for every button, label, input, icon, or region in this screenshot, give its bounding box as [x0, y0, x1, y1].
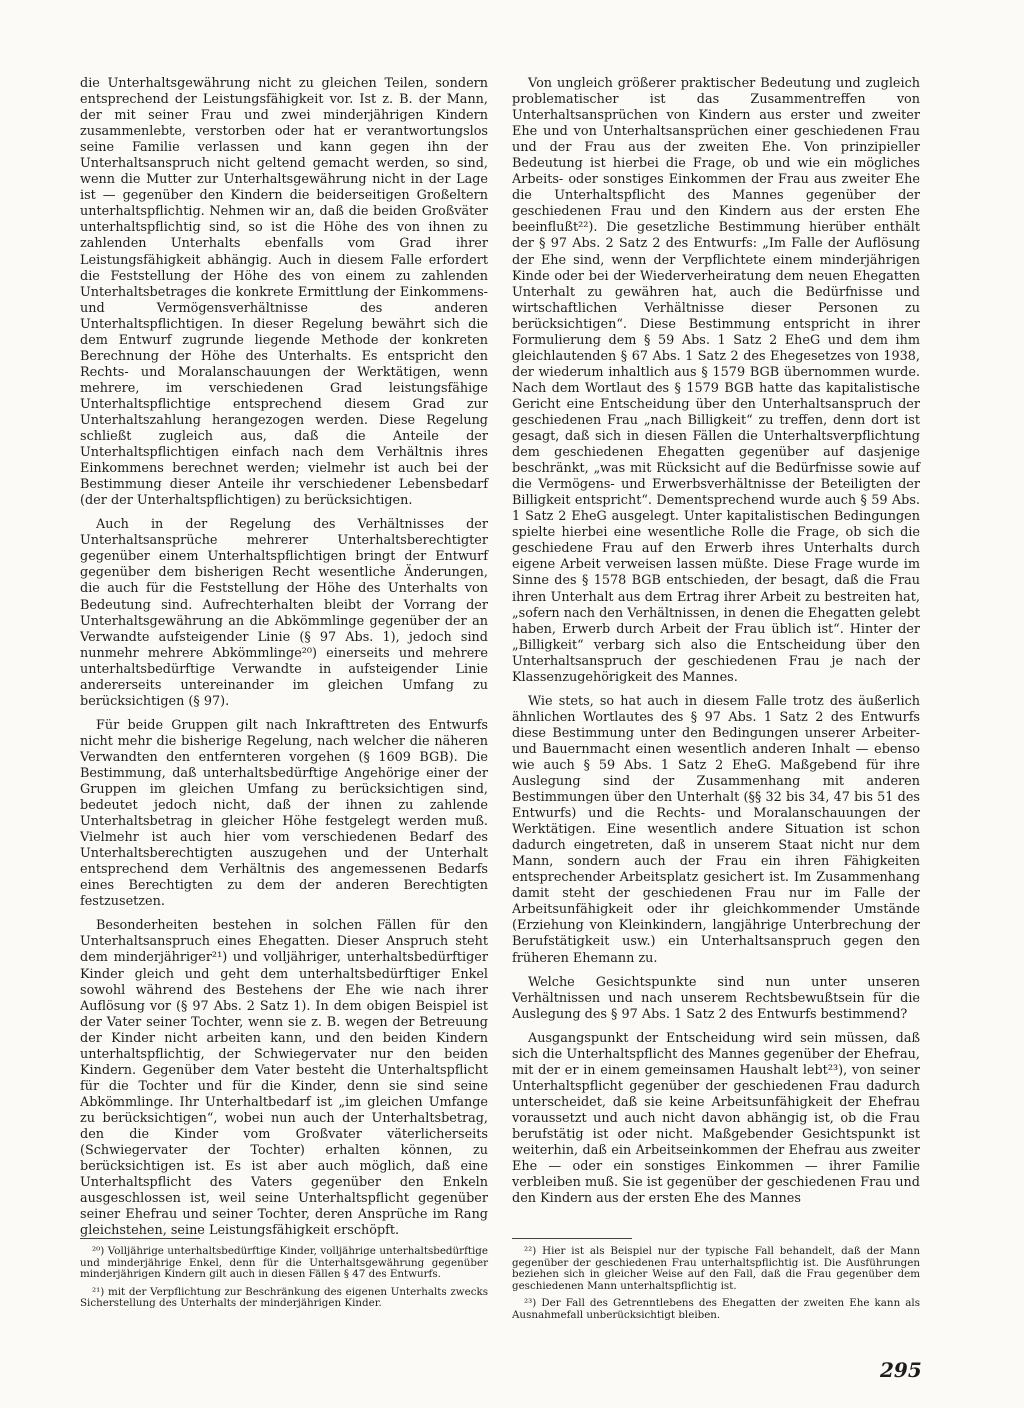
footnote-divider	[80, 1238, 200, 1239]
right-column	[512, 76, 920, 1215]
body-paragraph: die Unterhaltsgewährung nicht zu gleichen Teilen, sondern entsprechend der Leistungsfähigkeit vor. Ist z. B. der Mann, der mit seiner Frau und zwei minderjährigen Kindern zusammenlebte, verstorben oder hat er verantwortungslos seine Familie verlassen und kann gegen ihn der Unterhaltsanspruch nicht geltend gemacht werden, so sind, wenn die Mutter zur Unterhaltsgewährung nicht in der Lage ist — gegenüber den Kindern die beiderseitigen Großeltern unterhaltspflichtig. Nehmen wir an, daß die beiden Großväter unterhaltspflichtig sind, so ist die Höhe des von ihnen zu zahlenden Unterhalts ebenfalls vom Grad ihrer Leistungsfähigkeit abhängig. Auch in diesem Falle erfordert die Feststellung der Höhe des von einem zu zahlenden Unterhaltsbetrages die konkrete Ermittlung der Einkommens- und Vermögensverhältnisse des anderen Unterhaltspflichtigen. In dieser Regelung bewährt sich die dem Entwurf zugrunde liegende Methode der konkreten Berechnung der Höhe des Unterhalts. Es entspricht den Rechts- und Moralanschauungen der Werktätigen, wenn mehrere, im verschiedenen Grad leistungsfähige Unterhaltspflichtige entsprechend diesem Grad zur Unterhaltszahlung herangezogen werden. Diese Regelung schließt zugleich aus, daß die Anteile der Unterhaltspflichtigen einfach nach dem Verhältnis ihres Einkommens berechnet werden; vielmehr ist auch bei der Bestimmung dieser Anteile ihr verschiedener Lebensbedarf (der der Unterhaltspflichtigen) zu berücksichtigen.	[80, 76, 488, 509]
body-paragraph: Auch in der Regelung des Verhältnisses der Unterhaltsansprüche mehrerer Unterhaltsberechtigter gegenüber einem Unterhaltspflichtigen bringt der Entwurf gegenüber dem bisherigen Recht wesentliche Änderungen, die auch für die Feststellung der Höhe des Unterhalts von Bedeutung sind. Aufrechterhalten bleibt der Vorrang der Unterhaltsgewährung an die Abkömmlinge gegenüber der an Verwandte aufsteigender Linie (§ 97 Abs. 1), jedoch sind nunmehr mehrere Abkömmlinge²⁰) einerseits und mehrere unterhaltsbedürftige Verwandte in aufsteigender Linie andererseits untereinander im gleichen Umfang zu berücksichtigen (§ 97).	[80, 517, 488, 709]
footnote: ²²) Hier ist als Beispiel nur der typische Fall behandelt, daß der Mann gegenüber der geschiedenen Frau unterhaltspflichtig ist. Die Ausführungen beziehen sich in gleicher Weise auf den Fall, daß die Frau gegenüber dem geschiedenen Mann unterhaltspflichtig ist.	[512, 1245, 920, 1292]
footnote: ²³) Der Fall des Getrenntlebens des Ehegatten der zweiten Ehe kann als Ausnahmefall unberücksichtigt bleiben.	[512, 1297, 920, 1321]
body-paragraph: Besonderheiten bestehen in solchen Fällen für den Unterhaltsanspruch eines Ehegatten. Dieser Anspruch steht dem minderjähriger²¹) und volljähriger, unterhaltsbedürftiger Kinder gleich und geht dem unterhaltsbedürftiger Enkel sowohl während des Bestehens der Ehe wie nach ihrer Auflösung vor (§ 97 Abs. 2 Satz 1). In dem obigen Beispiel ist der Vater seiner Tochter, wenn sie z. B. wegen der Betreuung der Kinder nicht arbeiten kann, und den beiden Kindern unterhaltspflichtig, der Schwiegervater nur den beiden Kindern. Gegenüber dem Vater besteht die Unterhaltspflicht für die Tochter und für die Kinder, denn sie sind seine Abkömmlinge. Ihr Unterhaltbedarf ist „im gleichen Umfange zu berücksichtigen“, wobei nun auch der Unterhaltsbetrag, den die Kinder vom Großvater väterlicherseits (Schwiegervater der Tochter) erhalten können, zu berücksichtigen ist. Es ist aber auch möglich, daß eine Unterhaltspflicht des Vaters gegenüber den Enkeln ausgeschlossen ist, weil seine Unterhaltspflicht gegenüber seiner Ehefrau und seiner Tochter, deren Ansprüche im Rang gleichstehen, seine Leistungsfähigkeit erschöpft.	[80, 918, 488, 1239]
footnote: ²¹) mit der Verpflichtung zur Beschränkung des eigenen Unterhalts zwecks Sicherstellung des Unterhalts der minderjährigen Kinder.	[80, 1285, 488, 1310]
footnotes-right	[512, 1246, 920, 1328]
footnote: ²⁰) Volljährige unterhaltsbedürftige Kinder, volljährige unterhaltsbedürftige und minderjährige Enkel, denn für die Unterhaltsgewährung gegenüber minderjährigen Kindern gilt auch in diesen Fällen § 47 des Entwurfs.	[80, 1245, 488, 1281]
footnote-divider	[512, 1238, 632, 1239]
body-paragraph: Ausgangspunkt der Entscheidung wird sein müssen, daß sich die Unterhaltspflicht des Mannes gegenüber der Ehefrau, mit der er in einem gemeinsamen Haushalt lebt²³), von seiner Unterhaltspflicht gegenüber der geschiedenen Frau dadurch unterscheidet, daß sie keine Arbeitsunfähigkeit der Ehefrau voraussetzt und auch nicht davon abhängig ist, ob die Frau berufstätig ist oder nicht. Maßgebender Gesichtspunkt ist weiterhin, daß ein Arbeitseinkommen der Ehefrau aus zweiter Ehe — oder ein sonstiges Einkommen — ihrer Familie verbleiben muß. Sie ist gegenüber der geschiedenen Frau und den Kindern aus der ersten Ehe des Mannes	[512, 1030, 920, 1207]
page-number: 295	[880, 1358, 922, 1382]
body-paragraph: Welche Gesichtspunkte sind nun unter unseren Verhältnissen und nach unserem Rechtsbewußtsein für die Auslegung des § 97 Abs. 1 Satz 2 des Entwurfs bestimmend?	[512, 974, 920, 1022]
body-paragraph: Für beide Gruppen gilt nach Inkrafttreten des Entwurfs nicht mehr die bisherige Regelung, nach welcher die näheren Verwandten den entfernteren vorgehen (§ 1609 BGB). Die Bestimmung, daß unterhaltsbedürftige Angehörige einer der Gruppen im gleichen Umfang zu berücksichtigen sind, bedeutet jedoch nicht, daß der ihnen zu zahlende Unterhaltsbetrag in gleicher Höhe festgelegt werden muß. Vielmehr ist auch hier vom verschiedenen Bedarf des Unterhaltsberechtigten auszugehen und der Unterhalt entsprechend dem Verhältnis des angemessenen Bedarfs eines Berechtigten zu dem der anderen Berechtigten festzusetzen.	[80, 717, 488, 910]
left-column	[80, 76, 488, 1247]
body-paragraph: Von ungleich größerer praktischer Bedeutung und zugleich problematischer ist das Zusammentreffen von Unterhaltsansprüchen von Kindern aus erster und zweiter Ehe und von Unterhaltsansprüchen einer geschiedenen Frau und der Frau aus der zweiten Ehe. Von prinzipieller Bedeutung ist hierbei die Frage, ob und wie ein mögliches Arbeits- oder sonstiges Einkommen der Frau aus zweiter Ehe die Unterhaltspflicht des Mannes gegenüber der geschiedenen Frau und den Kindern aus der ersten Ehe beeinflußt²²). Die gesetzliche Bestimmung hierüber enthält der § 97 Abs. 2 Satz 2 des Entwurfs: „Im Falle der Auflösung der Ehe sind, wenn der Verpflichtete einem minderjährigen Kinde oder bei der Wiederverheiratung dem neuen Ehegatten Unterhalt zu gewähren hat, auch die Bedürfnisse und wirtschaftlichen Verhältnisse dieser Personen zu berücksichtigen“. Diese Bestimmung entspricht in ihrer Formulierung dem § 59 Abs. 1 Satz 2 EheG und dem ihm gleichlautenden § 67 Abs. 1 Satz 2 des Ehegesetzes von 1938, der wiederum inhaltlich aus § 1579 BGB übernommen wurde. Nach dem Wortlaut des § 1579 BGB hatte das kapitalistische Gericht eine Entscheidung über den Unterhaltsanspruch der geschiedenen Frau „nach Billigkeit“ zu treffen, denn dort ist gesagt, daß sich in diesen Fällen die Unterhaltsverpflichtung dem geschiedenen Ehegatten gegenüber auf dasjenige beschränkt, „was mit Rücksicht auf die Bedürfnisse sowie auf die Vermögens- und Erwerbsverhältnisse der Beteiligten der Billigkeit entspricht“. Dementsprechend wurde auch § 59 Abs. 1 Satz 2 EheG ausgelegt. Unter kapitalistischen Bedingungen spielte hierbei eine wesentliche Rolle die Frage, ob sich die geschiedene Frau auf den Erwerb ihres Unterhalts durch eigene Arbeit verweisen lassen müßte. Diese Frage wurde im Sinne des § 1578 BGB entschieden, der besagt, daß die Frau ihren Unterhalt aus dem Ertrag ihrer Arbeit zu bestreiten hat, „sofern nach den Verhältnissen, in denen die Ehegatten gelebt haben, Erwerb durch Arbeit der Frau üblich ist“. Hinter der „Billigkeit“ verbarg sich also die Entscheidung über den Unterhaltsanspruch der geschiedenen Frau je nach der Klassenzugehörigkeit des Mannes.	[512, 76, 920, 685]
body-paragraph: Wie stets, so hat auch in diesem Falle trotz des äußerlich ähnlichen Wortlautes des § 97 Abs. 1 Satz 2 des Entwurfs diese Bestimmung unter den Bedingungen unserer Arbeiter- und Bauernmacht einen wesentlich anderen Inhalt — ebenso wie auch § 59 Abs. 1 Satz 2 EheG. Maßgebend für ihre Auslegung sind der Zusammenhang mit anderen Bestimmungen über den Unterhalt (§§ 32 bis 34, 47 bis 51 des Entwurfs) und die Rechts- und Moralanschauungen der Werktätigen. Eine wesentlich andere Situation ist schon dadurch eingetreten, daß in unserem Staat nicht nur dem Mann, sondern auch der Frau ein ihren Fähigkeiten entsprechender Arbeitsplatz gesichert ist. Im Zusammenhang damit steht der geschiedenen Frau nur im Falle der Arbeitsunfähigkeit oder ihr gleichkommender Umstände (Erziehung von Kleinkindern, langjährige Unterbrechung der Berufstätigkeit usw.) ein Unterhaltsanspruch gegen den früheren Ehemann zu.	[512, 693, 920, 966]
footnotes-left	[80, 1246, 488, 1316]
